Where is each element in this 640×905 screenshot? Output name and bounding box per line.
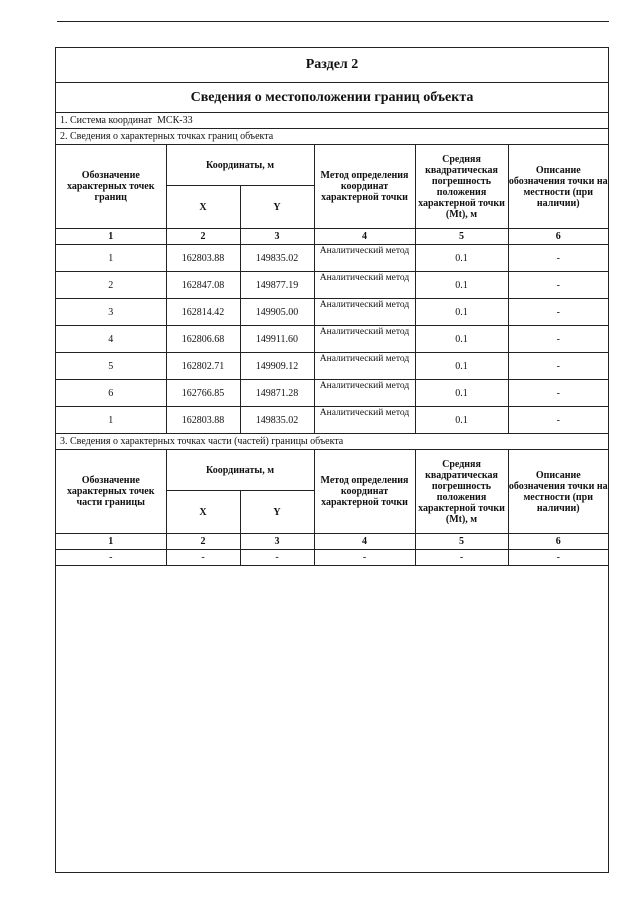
method-cell: Аналитический метод bbox=[314, 299, 415, 326]
column-number: 5 bbox=[415, 229, 508, 245]
table-row bbox=[56, 272, 608, 299]
method-cell: Аналитический метод bbox=[314, 272, 415, 299]
column-number: 3 bbox=[240, 229, 314, 245]
column-number: 4 bbox=[314, 534, 415, 550]
error-cell: 0.1 bbox=[415, 272, 508, 299]
y-coordinate-cell: 149871.28 bbox=[240, 380, 314, 407]
error-cell: 0.1 bbox=[415, 407, 508, 434]
y-coordinate-cell: - bbox=[240, 550, 314, 566]
table-row bbox=[56, 380, 608, 407]
table-row bbox=[56, 245, 608, 272]
column-number: 6 bbox=[508, 534, 608, 550]
error-cell: 0.1 bbox=[415, 353, 508, 380]
method-cell: - bbox=[314, 550, 415, 566]
column-number: 2 bbox=[166, 229, 240, 245]
section-title: Раздел 2 bbox=[56, 48, 608, 83]
x-coordinate-cell: - bbox=[166, 550, 240, 566]
table1-header-row bbox=[56, 145, 608, 186]
y-header: Y bbox=[240, 491, 314, 534]
x-coordinate-cell: 162766.85 bbox=[166, 380, 240, 407]
designation-header: Обозначение характерных точек части границы bbox=[56, 450, 166, 534]
table1-caption-row bbox=[56, 129, 608, 145]
point-number-cell: - bbox=[56, 550, 166, 566]
x-coordinate-cell: 162847.08 bbox=[166, 272, 240, 299]
column-number: 2 bbox=[166, 534, 240, 550]
table-row bbox=[56, 550, 608, 566]
y-coordinate-cell: 149835.02 bbox=[240, 245, 314, 272]
table-row bbox=[56, 407, 608, 434]
error-header: Средняя квадратическая погрешность положения характерной точки (Mt), м bbox=[415, 145, 508, 229]
y-coordinate-cell: 149835.02 bbox=[240, 407, 314, 434]
section-table bbox=[56, 48, 608, 872]
table1-column-numbers-row bbox=[56, 229, 608, 245]
description-cell: - bbox=[508, 326, 608, 353]
method-cell: Аналитический метод bbox=[314, 245, 415, 272]
table2-header-row bbox=[56, 450, 608, 491]
method-header: Метод определения координат характерной точки bbox=[314, 450, 415, 534]
point-number-cell: 1 bbox=[56, 407, 166, 434]
description-header: Описание обозначения точки на местности (при наличии) bbox=[508, 145, 608, 229]
point-number-cell: 5 bbox=[56, 353, 166, 380]
column-number: 1 bbox=[56, 229, 166, 245]
description-cell: - bbox=[508, 245, 608, 272]
table-row bbox=[56, 326, 608, 353]
table1-caption: 2. Сведения о характерных точках границ объекта bbox=[56, 129, 608, 145]
form-frame bbox=[55, 47, 609, 873]
description-cell: - bbox=[508, 550, 608, 566]
table-row bbox=[56, 299, 608, 326]
method-header: Метод определения координат характерной точки bbox=[314, 145, 415, 229]
y-coordinate-cell: 149905.00 bbox=[240, 299, 314, 326]
coordinate-system-label: 1. Система координат bbox=[60, 115, 153, 126]
error-cell: 0.1 bbox=[415, 380, 508, 407]
description-cell: - bbox=[508, 299, 608, 326]
table2-column-numbers-row bbox=[56, 534, 608, 550]
x-coordinate-cell: 162803.88 bbox=[166, 407, 240, 434]
x-coordinate-cell: 162806.68 bbox=[166, 326, 240, 353]
method-cell: Аналитический метод bbox=[314, 380, 415, 407]
y-coordinate-cell: 149911.60 bbox=[240, 326, 314, 353]
point-number-cell: 2 bbox=[56, 272, 166, 299]
column-number: 6 bbox=[508, 229, 608, 245]
error-cell: - bbox=[415, 550, 508, 566]
description-cell: - bbox=[508, 380, 608, 407]
x-coordinate-cell: 162814.42 bbox=[166, 299, 240, 326]
column-number: 4 bbox=[314, 229, 415, 245]
description-cell: - bbox=[508, 272, 608, 299]
error-cell: 0.1 bbox=[415, 326, 508, 353]
column-number: 1 bbox=[56, 534, 166, 550]
point-number-cell: 4 bbox=[56, 326, 166, 353]
error-header: Средняя квадратическая погрешность положения характерной точки (Mt), м bbox=[415, 450, 508, 534]
x-coordinate-cell: 162802.71 bbox=[166, 353, 240, 380]
method-cell: Аналитический метод bbox=[314, 353, 415, 380]
y-coordinate-cell: 149909.12 bbox=[240, 353, 314, 380]
top-rule bbox=[57, 21, 609, 22]
description-header: Описание обозначения точки на местности (при наличии) bbox=[508, 450, 608, 534]
method-cell: Аналитический метод bbox=[314, 326, 415, 353]
table2-caption-row bbox=[56, 434, 608, 450]
column-number: 3 bbox=[240, 534, 314, 550]
blank-area-cell bbox=[56, 566, 608, 872]
x-header: X bbox=[166, 186, 240, 229]
section-subtitle: Сведения о местоположении границ объекта bbox=[56, 83, 608, 113]
description-cell: - bbox=[508, 353, 608, 380]
blank-area bbox=[56, 566, 608, 872]
error-cell: 0.1 bbox=[415, 299, 508, 326]
method-cell: Аналитический метод bbox=[314, 407, 415, 434]
y-coordinate-cell: 149877.19 bbox=[240, 272, 314, 299]
coordinates-header: Координаты, м bbox=[166, 450, 314, 491]
coordinate-system-value: МСК-33 bbox=[157, 115, 193, 126]
point-number-cell: 6 bbox=[56, 380, 166, 407]
x-header: X bbox=[166, 491, 240, 534]
coordinates-header: Координаты, м bbox=[166, 145, 314, 186]
coordinate-system-row bbox=[56, 113, 608, 129]
point-number-cell: 3 bbox=[56, 299, 166, 326]
designation-header: Обозначение характерных точек границ bbox=[56, 145, 166, 229]
table-row bbox=[56, 353, 608, 380]
point-number-cell: 1 bbox=[56, 245, 166, 272]
x-coordinate-cell: 162803.88 bbox=[166, 245, 240, 272]
column-number: 5 bbox=[415, 534, 508, 550]
y-header: Y bbox=[240, 186, 314, 229]
table2-caption: 3. Сведения о характерных точках части (частей) границы объекта bbox=[56, 434, 608, 450]
description-cell: - bbox=[508, 407, 608, 434]
error-cell: 0.1 bbox=[415, 245, 508, 272]
